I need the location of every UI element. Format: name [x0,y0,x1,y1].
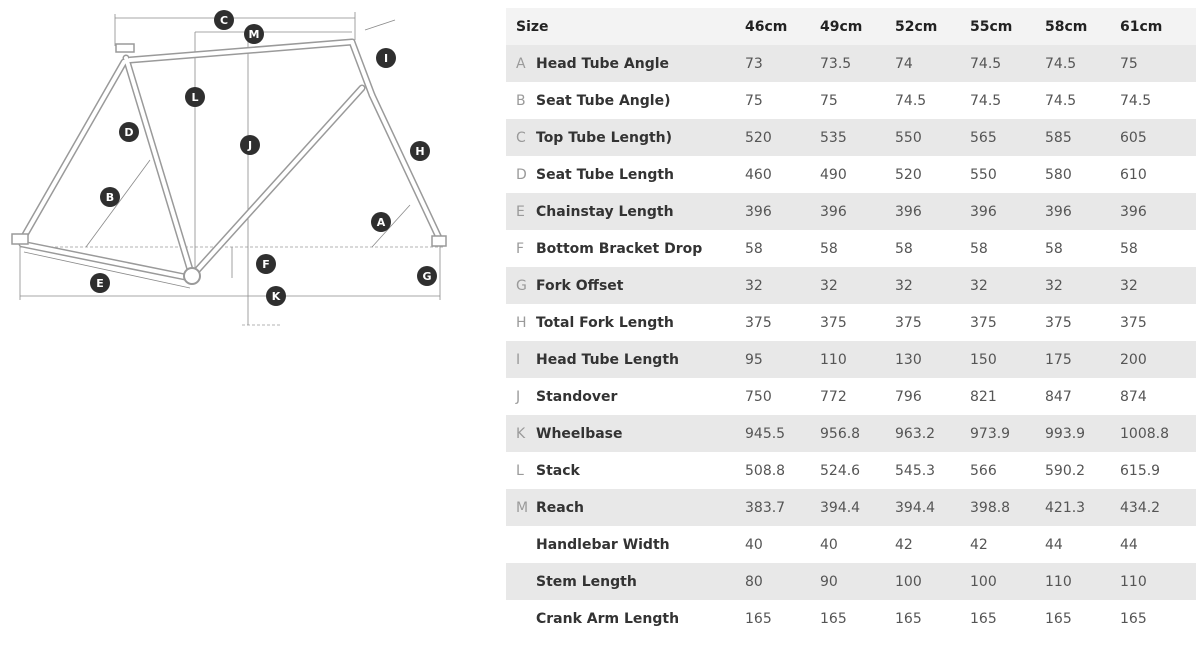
row-letter: I [516,351,521,368]
row-value-cell: 963.2 [895,425,936,442]
row-value-cell: 32 [1045,277,1063,294]
row-letter: A [516,55,526,72]
row-measurement-name: Fork Offset [536,277,624,294]
diagram-label-h [410,141,430,161]
row-value-cell: 165 [820,610,847,627]
row-measurement-name: Head Tube Length [536,351,679,368]
row-value-cell: 74 [895,55,913,72]
row-value-cell: 956.8 [820,425,861,442]
svg-text:A: A [376,216,386,229]
diagram-label-e [90,273,110,293]
row-value-cell: 396 [745,203,772,220]
seat-clamp [116,44,134,52]
size-header: Size [516,18,549,35]
diagram-label-a [371,212,391,232]
table-row [506,82,1196,119]
svg-text:C: C [219,14,229,27]
row-value-cell: 796 [895,388,922,405]
row-letter: H [516,314,527,331]
row-value-cell: 73.5 [820,55,852,72]
row-letter [506,600,536,637]
rear-dropout [12,234,28,244]
row-value-cell: 396 [895,203,922,220]
row-value-cell: 375 [820,314,847,331]
svg-text:E: E [96,277,104,290]
row-value-cell: 100 [970,573,997,590]
table-row [506,341,1196,378]
row-value-cell: 585 [1045,129,1072,146]
row-letter: F [516,240,525,257]
svg-text:D: D [124,126,134,139]
row-measurement-name: Crank Arm Length [536,610,680,627]
row-value-cell: 74.5 [895,92,927,109]
row-value-cell: 396 [970,203,997,220]
table-row [506,230,1196,267]
row-measurement-name: Seat Tube Length [536,166,675,183]
row-value-cell: 524.6 [820,462,861,479]
row-value-cell: 396 [820,203,847,220]
row-value-cell: 75 [745,92,763,109]
svg-text:J: J [247,139,253,152]
row-value-cell: 375 [1045,314,1072,331]
svg-text:I: I [383,52,389,65]
row-value-cell: 74.5 [1045,55,1077,72]
row-value-cell: 375 [1120,314,1147,331]
diagram-label-i [376,48,396,68]
geometry-table-body [506,8,1196,637]
row-letter: L [516,462,524,479]
row-value-cell: 375 [970,314,997,331]
row-measurement-name: Stack [536,462,580,479]
row-letter: B [516,92,526,109]
row-letter [506,526,536,563]
row-value-cell: 394.4 [820,499,861,516]
row-value-cell: 535 [820,129,847,146]
row-value-cell: 566 [970,462,997,479]
row-measurement-name: Reach [536,499,584,516]
row-letter: E [516,203,525,220]
table-row [506,600,1196,637]
table-row [506,489,1196,526]
row-value-cell: 32 [970,277,988,294]
row-value-cell: 434.2 [1120,499,1161,516]
row-value-cell: 90 [820,573,838,590]
row-value-cell: 40 [745,536,763,553]
row-value-cell: 460 [745,166,772,183]
row-measurement-name: Head Tube Angle [536,55,670,72]
row-value-cell: 110 [1045,573,1072,590]
row-value-cell: 973.9 [970,425,1011,442]
row-value-cell: 73 [745,55,763,72]
row-value-cell: 580 [1045,166,1072,183]
row-value-cell: 200 [1120,351,1147,368]
row-value-cell: 847 [1045,388,1072,405]
svg-text:H: H [415,145,425,158]
diagram-label-g [417,266,437,286]
row-value-cell: 945.5 [745,425,786,442]
row-value-cell: 175 [1045,351,1072,368]
row-value-cell: 615.9 [1120,462,1161,479]
row-value-cell: 32 [820,277,838,294]
row-value-cell: 605 [1120,129,1147,146]
table-row [506,267,1196,304]
row-measurement-name: Top Tube Length) [536,129,673,146]
row-letter: M [516,499,529,516]
row-value-cell: 58 [1120,240,1138,257]
table-row [506,452,1196,489]
row-value-cell: 821 [970,388,997,405]
diagram-label-j [240,135,260,155]
size-column-header: 58cm [1045,18,1088,35]
row-value-cell: 383.7 [745,499,786,516]
geometry-table [506,8,1196,637]
front-dropout [432,236,446,246]
row-value-cell: 165 [1045,610,1072,627]
row-letter [506,563,536,600]
row-value-cell: 150 [970,351,997,368]
row-letter: J [516,388,521,405]
size-column-header: 49cm [820,18,863,35]
row-value-cell: 520 [745,129,772,146]
row-value-cell: 565 [970,129,997,146]
size-column-header: 61cm [1120,18,1163,35]
row-measurement-name: Seat Tube Angle) [536,92,671,109]
row-value-cell: 165 [895,610,922,627]
diagram-label-d [119,122,139,142]
row-value-cell: 993.9 [1045,425,1086,442]
table-row [506,119,1196,156]
row-value-cell: 110 [820,351,847,368]
bottom-bracket [184,268,200,284]
row-value-cell: 74.5 [970,55,1002,72]
row-value-cell: 550 [970,166,997,183]
row-letter: G [516,277,527,294]
row-value-cell: 75 [1120,55,1138,72]
row-letter: K [516,425,526,442]
frame-geometry-diagram [0,0,500,340]
row-value-cell: 42 [895,536,913,553]
table-row [506,415,1196,452]
row-value-cell: 42 [970,536,988,553]
size-column-header: 46cm [745,18,788,35]
row-value-cell: 520 [895,166,922,183]
row-value-cell: 58 [970,240,988,257]
row-value-cell: 100 [895,573,922,590]
svg-text:B: B [105,191,115,204]
row-value-cell: 44 [1045,536,1063,553]
row-value-cell: 44 [1120,536,1138,553]
row-value-cell: 874 [1120,388,1147,405]
row-value-cell: 396 [1045,203,1072,220]
row-measurement-name: Chainstay Length [536,203,674,220]
row-value-cell: 165 [745,610,772,627]
svg-text:M: M [248,28,260,41]
svg-text:K: K [271,290,281,303]
table-row [506,156,1196,193]
head-tube-length-tick [365,20,395,30]
row-measurement-name: Stem Length [536,573,637,590]
diagram-label-l [185,87,205,107]
diagram-label-m [244,24,264,44]
row-value-cell: 75 [820,92,838,109]
row-value-cell: 398.8 [970,499,1011,516]
row-value-cell: 32 [895,277,913,294]
row-value-cell: 490 [820,166,847,183]
row-value-cell: 58 [745,240,763,257]
row-measurement-name: Wheelbase [536,425,623,442]
row-value-cell: 772 [820,388,847,405]
row-value-cell: 550 [895,129,922,146]
row-value-cell: 58 [1045,240,1063,257]
row-value-cell: 394.4 [895,499,936,516]
table-row [506,378,1196,415]
table-row [506,563,1196,600]
table-header-row [506,8,1196,45]
row-value-cell: 74.5 [970,92,1002,109]
row-value-cell: 590.2 [1045,462,1086,479]
row-measurement-name: Bottom Bracket Drop [536,240,703,257]
row-value-cell: 58 [895,240,913,257]
svg-text:L: L [191,91,199,104]
row-letter: D [516,166,527,183]
table-row [506,45,1196,82]
row-value-cell: 421.3 [1045,499,1086,516]
row-value-cell: 375 [745,314,772,331]
row-value-cell: 32 [1120,277,1138,294]
diagram-label-b [100,187,120,207]
row-value-cell: 165 [1120,610,1147,627]
row-value-cell: 74.5 [1120,92,1152,109]
row-value-cell: 396 [1120,203,1147,220]
row-value-cell: 80 [745,573,763,590]
row-value-cell: 40 [820,536,838,553]
row-value-cell: 508.8 [745,462,786,479]
table-row [506,526,1196,563]
svg-text:G: G [422,270,432,283]
row-value-cell: 32 [745,277,763,294]
diagram-label-c [214,10,234,30]
row-value-cell: 58 [820,240,838,257]
row-value-cell: 74.5 [1045,92,1077,109]
size-column-header: 55cm [970,18,1013,35]
row-value-cell: 165 [970,610,997,627]
row-value-cell: 375 [895,314,922,331]
row-value-cell: 95 [745,351,763,368]
row-measurement-name: Handlebar Width [536,536,670,553]
row-value-cell: 610 [1120,166,1147,183]
svg-text:F: F [262,258,270,271]
row-value-cell: 1008.8 [1120,425,1169,442]
row-value-cell: 750 [745,388,772,405]
row-value-cell: 545.3 [895,462,936,479]
row-value-cell: 110 [1120,573,1147,590]
row-measurement-name: Standover [536,388,618,405]
table-row [506,304,1196,341]
table-row [506,193,1196,230]
frame-geometry-svg [0,0,500,340]
row-value-cell: 130 [895,351,922,368]
seat-angle-arc [86,160,150,247]
diagram-label-k [266,286,286,306]
row-letter: C [516,129,526,146]
row-measurement-name: Total Fork Length [536,314,674,331]
size-column-header: 52cm [895,18,938,35]
diagram-label-f [256,254,276,274]
